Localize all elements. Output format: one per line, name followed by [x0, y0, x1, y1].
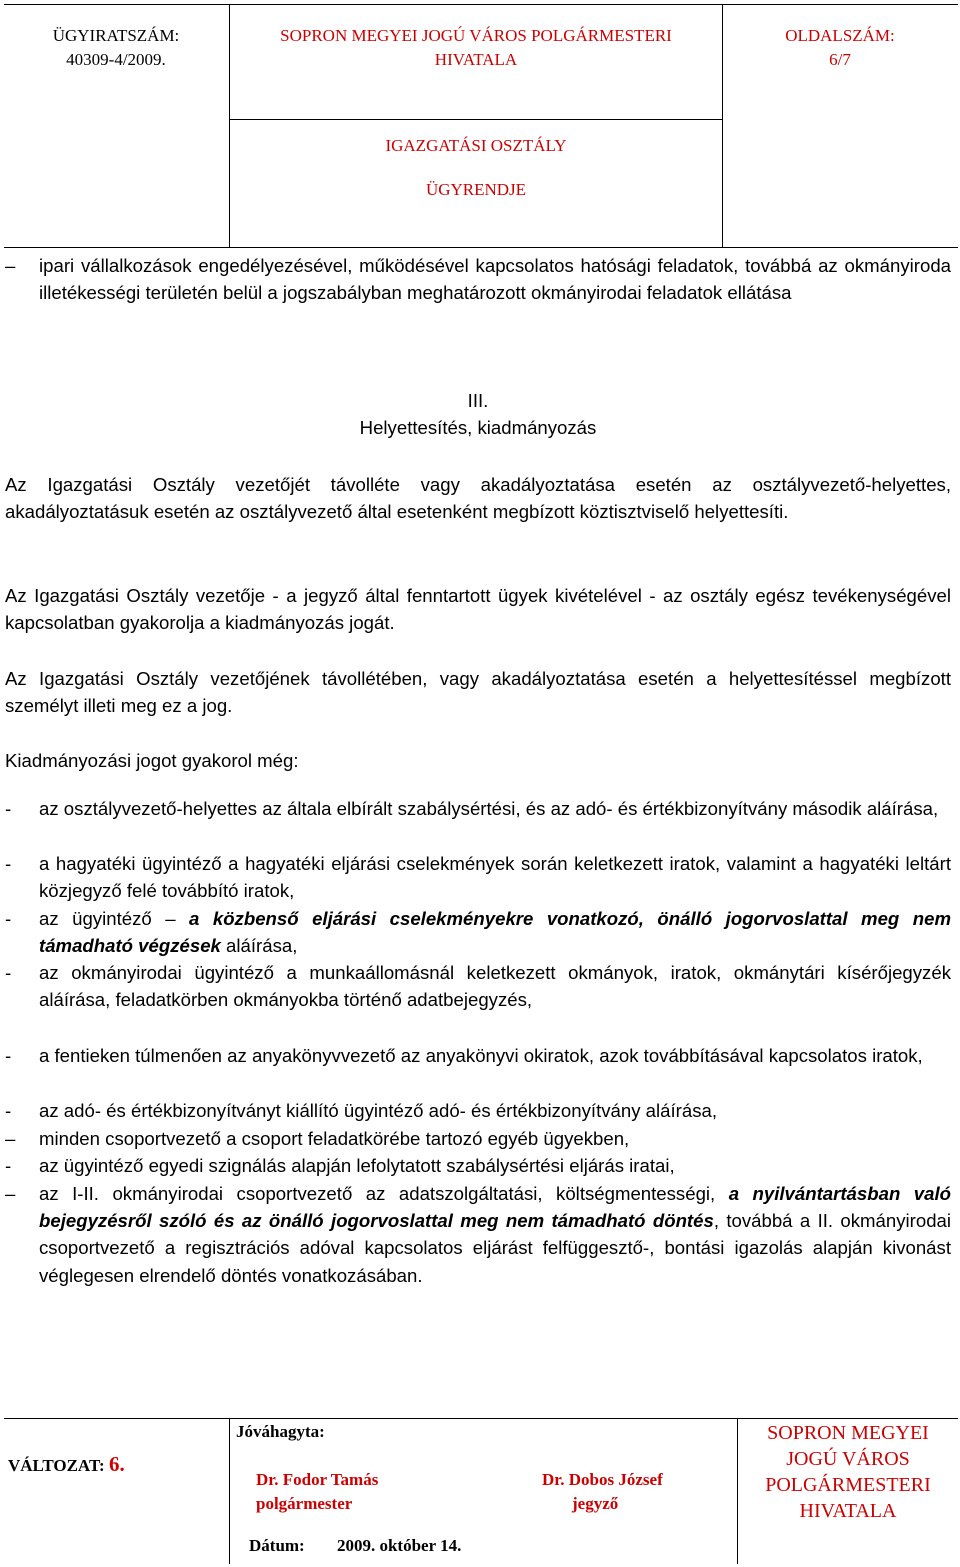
- list-item: [5, 1042, 951, 1069]
- org-name-line1: SOPRON MEGYEI JOGÚ VÁROS POLGÁRMESTERI: [280, 26, 672, 45]
- document-type: ÜGYRENDJE: [425, 180, 527, 199]
- signer-name: Dr. Dobos József: [542, 1470, 663, 1489]
- list-marker: –: [5, 1128, 16, 1149]
- list-item: [5, 1152, 951, 1179]
- approved-label: Jóváhagyta:: [236, 1422, 325, 1441]
- list-item-text-emphasis: a közbenső eljárási cselekményekre vonatkozó, önálló jogorvoslattal meg nem támadható végzések: [39, 908, 951, 957]
- org-name-block: [234, 24, 718, 72]
- dept-block: [234, 132, 718, 204]
- list-item-text: az adó- és értékbizonyítványt kiállító ügyintéző adó- és értékbizonyítvány aláírása,: [39, 1100, 717, 1121]
- date-value: 2009. október 14.: [336, 1536, 462, 1555]
- signer-name: Dr. Fodor Tamás: [256, 1470, 379, 1489]
- signer-title: jegyző: [572, 1494, 619, 1513]
- paragraph: Az Igazgatási Osztály vezetőjének távollétében, vagy akadályoztatása esetén a helyettesítéssel megbízott személyt illeti meg ez a jog.: [5, 668, 951, 717]
- document-footer: [4, 1418, 958, 1564]
- page-number: 6/7: [829, 50, 851, 69]
- paragraph: Az Igazgatási Osztály vezetője - a jegyző által fenntartott ügyek kivételével - az osztály egész tevékenységével kapcsolatban gyakorolja a kiadmányozás jogát.: [5, 585, 951, 634]
- footer-org-line3: POLGÁRMESTERI: [765, 1474, 931, 1496]
- list-item: [5, 959, 951, 1013]
- list-item-text: [39, 905, 951, 959]
- list-item: [5, 1125, 951, 1152]
- list-marker: –: [5, 1183, 16, 1204]
- header-border-bottom: [4, 247, 958, 248]
- list-marker: -: [5, 1155, 12, 1176]
- list-item-text-plain: , továbbá a II. okmányirodai csoportvezető a regisztrációs adóval kapcsolatos eljárást felfüggesztő-, bontási igazolás alapján kivonást véglegesen elrendelő döntés vonatkozásában.: [39, 1210, 952, 1286]
- version-block: [8, 1452, 125, 1477]
- paragraph: Az Igazgatási Osztály vezetőjét távolléte vagy akadályoztatása esetén az osztályvezető-helyettes, akadályoztatásuk esetén az osztályvezető által esetenként megbízott köztisztviselő helyettesíti.: [5, 474, 951, 523]
- signer-notary: [542, 1468, 663, 1516]
- list-item-text-plain: aláírása,: [220, 935, 298, 957]
- list-item-dash: –: [165, 908, 176, 929]
- list-item-text: minden csoportvezető a csoport feladatkörébe tartozó egyéb ügyekben,: [39, 1128, 630, 1149]
- list-marker: -: [5, 853, 12, 874]
- list-marker: -: [5, 1100, 12, 1121]
- list-item-text-emphasis: a nyilvántartásban való bejegyzésről szóló és az önálló jogorvoslattal meg nem támadható döntés: [39, 1183, 951, 1232]
- file-number-label: ÜGYIRATSZÁM:: [52, 26, 180, 45]
- page-number-label: OLDALSZÁM:: [785, 26, 895, 45]
- file-number-block: [8, 24, 224, 72]
- list-marker: -: [5, 908, 12, 929]
- date-block: [249, 1536, 461, 1556]
- list-item-text-plain: az ügyintéző: [39, 908, 166, 929]
- department-name: IGAZGATÁSI OSZTÁLY: [385, 136, 567, 155]
- list-marker: -: [5, 1045, 12, 1066]
- header-divider-right: [722, 4, 723, 248]
- list-item: [5, 1097, 951, 1124]
- list-item-text: a fentieken túlmenően az anyakönyvvezető az anyakönyvi okiratok, azok továbbításával kapcsolatos iratok,: [39, 1045, 923, 1066]
- paragraph: Kiadmányozási jogot gyakorol még:: [5, 750, 299, 771]
- signer-mayor: [256, 1468, 378, 1516]
- header-divider-mid: [229, 119, 723, 120]
- list-item: [5, 795, 951, 822]
- footer-divider-right: [737, 1418, 738, 1564]
- section-title: Helyettesítés, kiadmányozás: [359, 417, 597, 438]
- file-number: 40309-4/2009.: [66, 50, 166, 69]
- list-item-text: az osztályvezető-helyettes az általa elbírált szabálysértési, és az adó- és értékbizonyítvány második aláírása,: [39, 798, 939, 819]
- version-label: VÁLTOZAT:: [8, 1456, 105, 1475]
- footer-org-name: [740, 1420, 956, 1524]
- list-marker: -: [5, 798, 12, 819]
- list-item-text: [39, 1180, 951, 1289]
- list-item: [5, 850, 951, 904]
- footer-org-line2: JOGÚ VÁROS: [786, 1448, 910, 1470]
- list-marker: -: [5, 962, 12, 983]
- page-number-block: [726, 24, 954, 72]
- list-item: [5, 252, 951, 306]
- list-item: [5, 905, 951, 959]
- list-item-text-plain: az I-II. okmányirodai csoportvezető az adatszolgáltatási, költségmentességi,: [39, 1183, 729, 1204]
- list-item-text: az ügyintéző egyedi szignálás alapján lefolytatott szabálysértési eljárás iratai,: [39, 1155, 675, 1176]
- document-header: [4, 4, 958, 248]
- list-marker: –: [5, 255, 16, 276]
- signer-title: polgármester: [256, 1494, 353, 1513]
- org-name-line2: HIVATALA: [434, 50, 518, 69]
- footer-org-line1: SOPRON MEGYEI: [767, 1422, 929, 1444]
- list-item-text: az okmányirodai ügyintéző a munkaállomásnál keletkezett okmányok, iratok, okmánytári kísérőjegyzék aláírása, feladatkörben okmányokba történő adatbejegyzés,: [39, 962, 951, 1011]
- list-item-text: a hagyatéki ügyintéző a hagyatéki eljárási cselekmények során keletkezett iratok, valamint a hagyatéki leltárt közjegyző felé továbbító iratok,: [39, 853, 951, 902]
- version-number: 6.: [108, 1452, 125, 1476]
- section-number: III.: [467, 390, 489, 411]
- footer-border-top: [4, 1418, 958, 1419]
- footer-divider-left: [229, 1418, 230, 1564]
- list-item: [5, 1180, 951, 1289]
- list-item-text: ipari vállalkozások engedélyezésével, működésével kapcsolatos hatósági feladatok, továbbá az okmányiroda illetékességi területén belül a jogszabályban meghatározott okmányirodai feladatok ellátása: [39, 255, 951, 304]
- date-label: Dátum:: [249, 1536, 305, 1555]
- footer-org-line4: HIVATALA: [799, 1500, 897, 1522]
- header-divider-left: [229, 4, 230, 248]
- header-border-top: [4, 4, 958, 5]
